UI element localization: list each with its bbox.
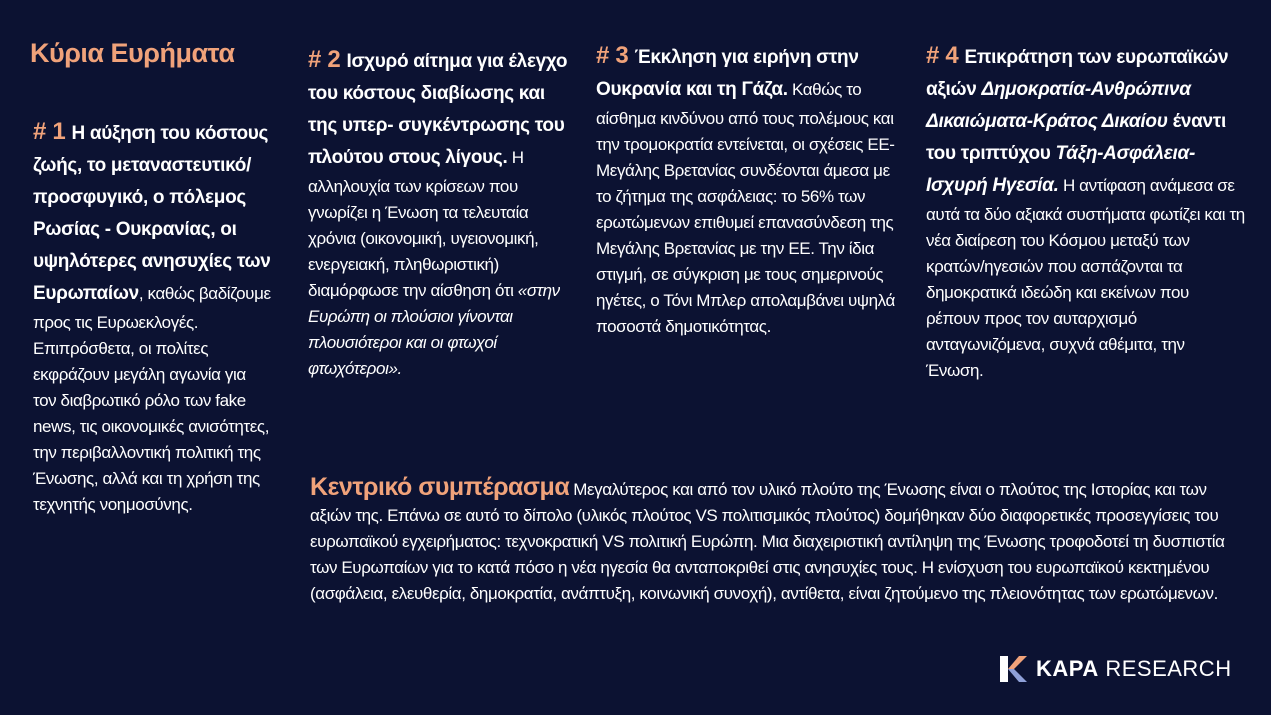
finding-3 xyxy=(596,40,908,340)
finding-number: # 1 xyxy=(33,118,66,145)
page-title: Κύρια Ευρήματα xyxy=(30,38,235,68)
finding-number: # 3 xyxy=(596,42,629,69)
finding-headline: Ισχυρό αίτημα για έλεγχο του κόστους διαβίωσης και της υπερ- συγκέντρωσης του πλούτου στους λίγους. xyxy=(308,51,568,168)
conclusion-body: Μεγαλύτερος και από τον υλικό πλούτο της Ένωσης είναι ο πλούτος της Ιστορίας και των αξιών της. Επάνω σε αυτό το δίπολο (υλικός πλούτος VS πολιτισμικός πλούτος) δομήθηκαν δύο διαφορετικές προσεγγίσεις του ευρωπαϊκού εγχειρήματος: τεχνοκρατική VS πολιτική Ευρώπη. Μια διαχειριστική αντίληψη της Ένωσης τροφοδοτεί τη δυσπιστία των Ευρωπαίων για το κατά πόσο η νέα ηγεσία θα ανταποκριθεί στις ανησυχίες τους. Η ενίσχυση του ευρωπαϊκού κεκτημένου (ασφάλεια, ελευθερία, δημοκρατία, ανάπτυξη, κοινωνική συνοχή), αντίθετα, είναι ζητούμενο της πλειονότητας των ερωτώμενων. xyxy=(310,480,1225,603)
central-conclusion xyxy=(310,474,1240,607)
conclusion-title: Κεντρικό συμπέρασμα xyxy=(310,473,570,501)
finding-body: Καθώς το αίσθημα κινδύνου από τους πολέμους και την τρομοκρατία εντείνεται, οι σχέσεις ΕΕ-Μεγάλης Βρετανίας συνδέονται άμεσα με το ζήτημα της ασφάλειας: το 56% των ερωτώμενων επιθυμεί επανασύνδεση της Μεγάλης Βρετανίας με την ΕΕ. Την ίδια στιγμή, σε σύγκριση με τους σημερινούς ηγέτες, ο Τόνι Μπλερ απολαμβάνει υψηλά ποσοστά δημοτικότητας. xyxy=(596,80,895,336)
logo-wordmark: KAPA RESEARCH xyxy=(1036,656,1232,681)
finding-headline: Η αύξηση του κόστους ζωής, το μεταναστευτικό/ προσφυγικό, ο πόλεμος Ρωσίας - Ουκρανίας, οι υψηλότερες ανησυχίες των Ευρωπαίων xyxy=(33,123,271,304)
kapa-research-logo xyxy=(998,654,1232,684)
finding-values-democracy: Δημοκρατία-Ανθρώπινα Δικαιώματα-Κράτος Δικαίου xyxy=(926,79,1191,132)
kapa-k-logo-icon xyxy=(998,654,1028,684)
finding-headline: Έκκληση για ειρήνη στην Ουκρανία και τη Γάζα. xyxy=(596,47,859,100)
finding-2 xyxy=(308,44,578,382)
finding-headline: Επικράτηση των ευρωπαϊκών αξιών xyxy=(926,47,1229,100)
finding-body: Η αλληλουχία των κρίσεων που γνωρίζει η Ένωση τα τελευταία χρόνια (οικονομική, υγειονομική, ενεργειακή, πληθωριστική) διαμόρφωσε την αίσθηση ότι xyxy=(308,148,539,300)
finding-4 xyxy=(926,40,1246,384)
finding-quote: «στην Ευρώπη οι πλούσιοι γίνονται πλουσιότεροι και οι φτωχοί φτωχότεροι». xyxy=(308,281,560,378)
finding-values-order: Τάξη-Ασφάλεια-Ισχυρή Ηγεσία. xyxy=(926,143,1195,196)
finding-body: , καθώς βαδίζουμε προς τις Ευρωεκλογές. Επιπρόσθετα, οι πολίτες εκφράζουν μεγάλη αγωνία για τον διαβρωτικό ρόλο των fake news, τις οικονομικές ανισότητες, την περιβαλλοντική πολιτική της Ένωσης, αλλά και τη χρήση της τεχνητής νοημοσύνης. xyxy=(33,284,271,514)
finding-number: # 4 xyxy=(926,42,959,69)
finding-body: Η αντίφαση ανάμεσα σε αυτά τα δύο αξιακά συστήματα φωτίζει και τη νέα διαίρεση του Κόσμου μεταξύ των κρατών/ηγεσιών που ασπάζονται τα δημοκρατικά ιδεώδη και εκείνων που ρέπουν προς τον αυταρχισμό ανταγωνιζόμενα, συχνά αθέμιτα, την Ένωση. xyxy=(926,176,1245,380)
finding-headline-connector: έναντι του τριπτύχου xyxy=(926,111,1226,164)
finding-1 xyxy=(33,116,271,518)
finding-number: # 2 xyxy=(308,46,341,73)
